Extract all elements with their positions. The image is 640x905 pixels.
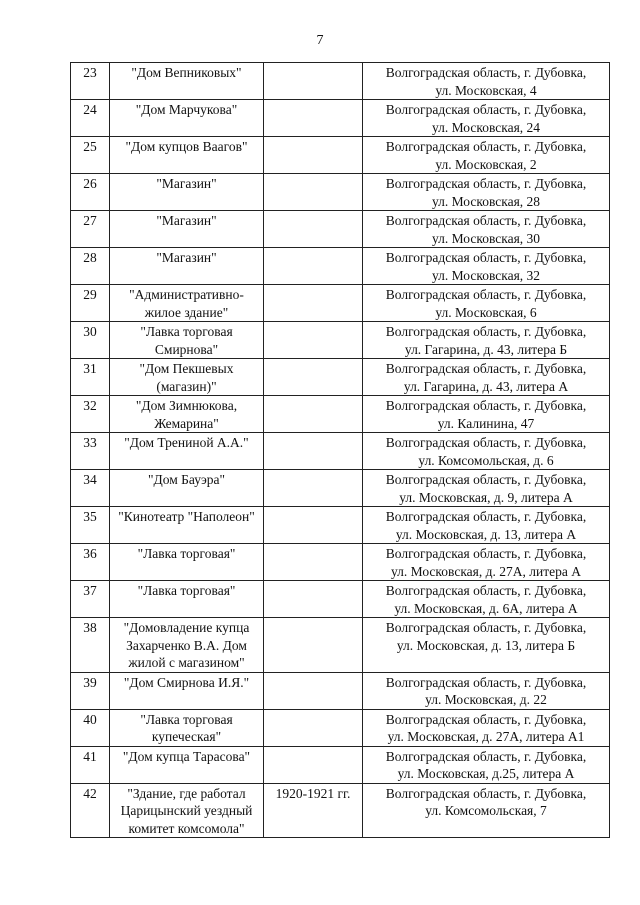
heritage-objects-table [70,62,610,838]
address-line: ул. Московская, д. 6А, литера А [394,600,578,616]
address-line: ул. Московская, д. 9, литера А [399,489,573,505]
object-name: "Административно-жилое здание" [110,285,264,322]
address-line: ул. Московская, 32 [431,267,541,283]
object-address [363,100,610,137]
table-row [71,396,610,433]
address-line: Волгоградская область, г. Дубовка, [385,213,587,228]
table-row [71,544,610,581]
address-line: ул. Московская, 6 [435,304,537,320]
object-address [363,137,610,174]
address-line: Волгоградская область, г. Дубовка, [385,250,587,265]
address-line: ул. Гагарина, д. 43, литера А [403,378,569,394]
address-line: ул. Московская, д. 27А, литера А [391,563,581,579]
table-body [71,63,610,838]
object-name: "Лавка торговая" [110,544,264,581]
object-address [363,359,610,396]
address-line: Волгоградская область, г. Дубовка, [385,785,587,801]
address-line: Волгоградская область, г. Дубовка, [385,176,587,191]
address-line: Волгоградская область, г. Дубовка, [385,398,587,413]
object-date [264,100,363,137]
object-name: "Дом Вепниковых" [110,63,264,100]
address-line: Волгоградская область, г. Дубовка, [385,361,587,376]
address-line: ул. Московская, д.25, литера А [397,766,575,781]
address-line: ул. Московская, д. 13, литера Б [396,637,576,653]
row-number: 42 [71,783,110,838]
row-number: 39 [71,672,110,709]
address-line: ул. Московская, 30 [431,230,541,246]
object-name: "Дом купца Тарасова" [110,746,264,783]
address-line: Волгоградская область, г. Дубовка, [385,324,587,339]
object-name: "Домовладение купца Захарченко В.А. Дом жилой с магазином" [110,618,264,673]
object-address [363,470,610,507]
object-date [264,507,363,544]
object-address [363,322,610,359]
row-number: 32 [71,396,110,433]
row-number: 30 [71,322,110,359]
object-name: "Дом Зимнюкова, Жемарина" [110,396,264,433]
object-name: "Дом Марчукова" [110,100,264,137]
table-row [71,174,610,211]
object-date [264,137,363,174]
table-row [71,100,610,137]
address-line: ул. Московская, д. 27А, литера А1 [387,729,585,744]
object-address [363,709,610,746]
address-line: ул. Калинина, 47 [437,415,535,431]
row-number: 38 [71,618,110,673]
address-line: Волгоградская область, г. Дубовка, [385,102,587,117]
table-row [71,672,610,709]
row-number: 41 [71,746,110,783]
object-date [264,322,363,359]
object-name: "Дом Трениной А.А." [110,433,264,470]
row-number: 36 [71,544,110,581]
row-number: 24 [71,100,110,137]
object-name: "Магазин" [110,248,264,285]
address-line: Волгоградская область, г. Дубовка, [385,674,587,690]
row-number: 31 [71,359,110,396]
address-line: ул. Московская, д. 22 [425,692,547,707]
object-name: "Кинотеатр "Наполеон" [110,507,264,544]
object-address [363,618,610,673]
row-number: 27 [71,211,110,248]
object-date [264,709,363,746]
row-number: 40 [71,709,110,746]
object-address [363,396,610,433]
object-name: "Дом купцов Ваагов" [110,137,264,174]
address-line: Волгоградская область, г. Дубовка, [385,287,587,302]
row-number: 34 [71,470,110,507]
address-line: Волгоградская область, г. Дубовка, [385,435,587,450]
table-row [71,709,610,746]
address-line: ул. Московская, д. 13, литера А [395,526,577,542]
object-date [264,672,363,709]
object-name: "Дом Пекшевых (магазин)" [110,359,264,396]
row-number: 35 [71,507,110,544]
address-line: ул. Комсомольская, 7 [425,803,547,818]
object-date [264,746,363,783]
row-number: 28 [71,248,110,285]
object-address [363,63,610,100]
table-row [71,746,610,783]
object-date [264,544,363,581]
table-row [71,783,610,838]
object-name: "Дом Смирнова И.Я." [110,672,264,709]
address-line: ул. Московская, 24 [431,119,541,135]
object-address [363,285,610,322]
object-name: "Магазин" [110,211,264,248]
page-number: 7 [316,33,324,48]
object-date [264,174,363,211]
table-row [71,63,610,100]
address-line: Волгоградская область, г. Дубовка, [385,509,587,524]
table-row [71,470,610,507]
row-number: 33 [71,433,110,470]
object-name: "Лавка торговая Смирнова" [110,322,264,359]
object-name: "Лавка торговая" [110,581,264,618]
table-row [71,211,610,248]
object-date [264,618,363,673]
object-date [264,63,363,100]
address-line: Волгоградская область, г. Дубовка, [385,620,587,635]
object-address [363,783,610,838]
address-line: Волгоградская область, г. Дубовка, [385,546,587,561]
table-row [71,507,610,544]
object-name: "Магазин" [110,174,264,211]
row-number: 29 [71,285,110,322]
row-number: 26 [71,174,110,211]
address-line: Волгоградская область, г. Дубовка, [385,711,587,727]
object-address [363,248,610,285]
address-line: ул. Гагарина, д. 43, литера Б [404,341,568,357]
address-line: Волгоградская область, г. Дубовка, [385,748,587,764]
object-date [264,470,363,507]
object-address [363,581,610,618]
address-line: Волгоградская область, г. Дубовка, [385,65,587,80]
object-address [363,672,610,709]
address-line: ул. Московская, 28 [431,193,541,209]
object-date [264,211,363,248]
address-line: Волгоградская область, г. Дубовка, [385,583,587,598]
table-row [71,618,610,673]
table-row [71,285,610,322]
object-date [264,285,363,322]
table-row [71,137,610,174]
address-line: ул. Московская, 2 [435,156,537,172]
object-name: "Здание, где работал Царицынский уездный комитет комсомола" [110,783,264,838]
table-row [71,322,610,359]
object-date [264,359,363,396]
object-date [264,248,363,285]
object-address [363,544,610,581]
object-name: "Дом Бауэра" [110,470,264,507]
object-date [264,396,363,433]
row-number: 37 [71,581,110,618]
table-row [71,433,610,470]
object-address [363,211,610,248]
table-row [71,359,610,396]
address-line: ул. Московская, 4 [435,82,537,98]
address-line: Волгоградская область, г. Дубовка, [385,472,587,487]
object-address [363,174,610,211]
object-address [363,746,610,783]
object-date [264,433,363,470]
table-row [71,248,610,285]
table-row [71,581,610,618]
row-number: 23 [71,63,110,100]
object-address [363,433,610,470]
row-number: 25 [71,137,110,174]
object-date: 1920-1921 гг. [264,783,363,838]
object-address [363,507,610,544]
object-name: "Лавка торговая купеческая" [110,709,264,746]
address-line: ул. Комсомольская, д. 6 [418,452,554,468]
object-date [264,581,363,618]
address-line: Волгоградская область, г. Дубовка, [385,139,587,154]
